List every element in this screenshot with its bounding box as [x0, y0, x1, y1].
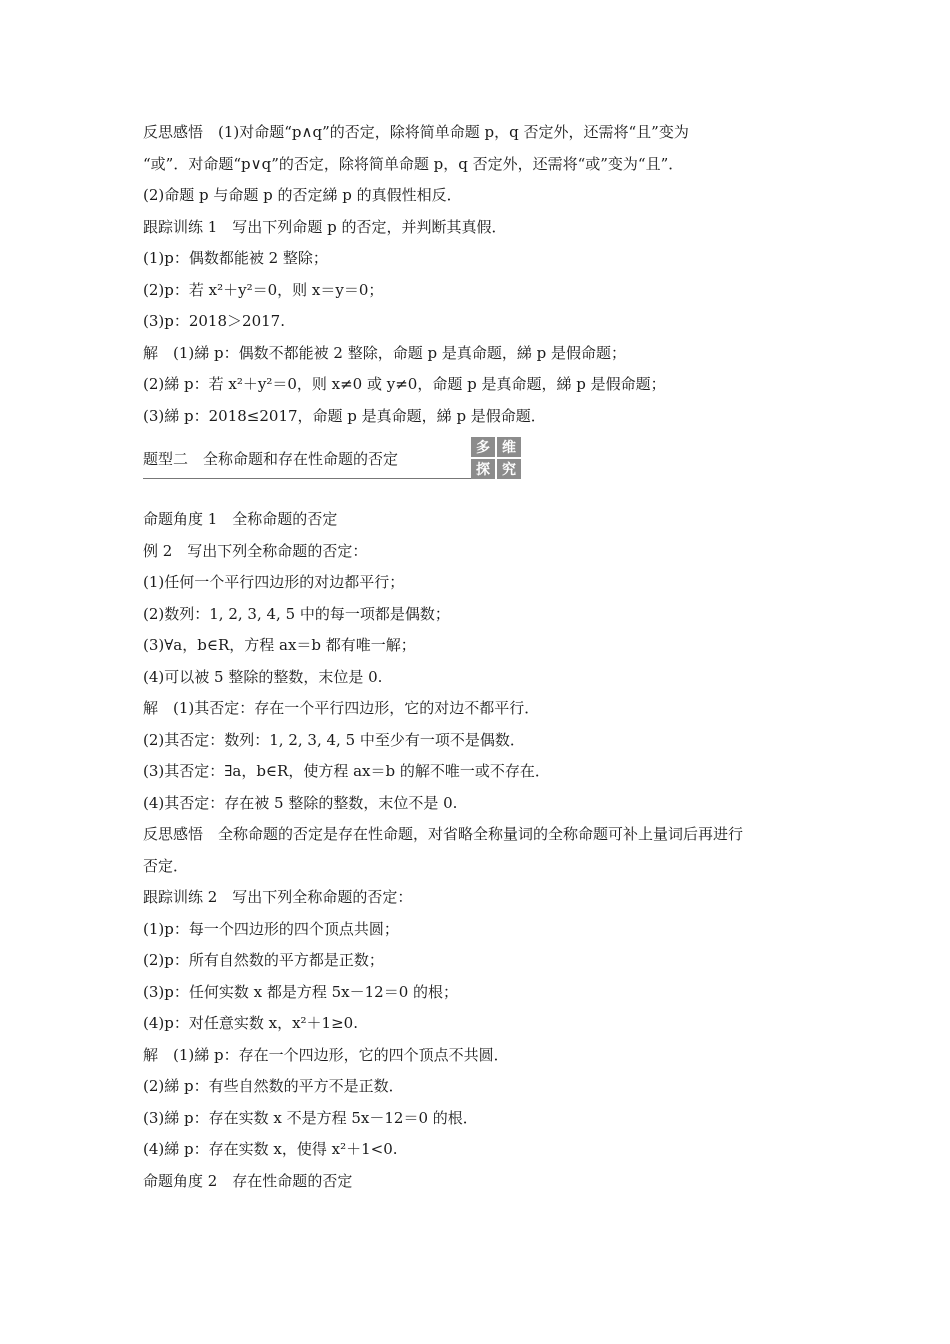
- text-line: (3)p：2018＞2017.: [143, 312, 285, 330]
- section-rule: [143, 478, 473, 479]
- text-line: (2)数列：1, 2, 3, 4, 5 中的每一项都是偶数；: [143, 604, 450, 623]
- section-header: [143, 437, 521, 479]
- document-page: [143, 122, 823, 1202]
- subheading: 命题角度 1 全称命题的否定: [143, 510, 338, 528]
- text-line: (1)p：每一个四边形的四个顶点共圆；: [143, 919, 399, 938]
- text-line: (1)任何一个平行四边形的对边都平行；: [143, 573, 405, 591]
- text-line: 解 (1)綈 p：存在一个四边形，它的四个顶点不共圆．: [143, 1045, 509, 1064]
- section-badge: [471, 437, 521, 479]
- text-line: 例 2 写出下列全称命题的否定：: [143, 541, 368, 560]
- text-line: (2)命题 p 与命题 p 的否定綈 p 的真假性相反．: [143, 186, 462, 204]
- text-line: (2)p：所有自然数的平方都是正数；: [143, 951, 384, 969]
- text-line: (1)p：偶数都能被 2 整除；: [143, 249, 328, 267]
- text-line: (4)p：对任意实数 x，x²＋1≥0.: [143, 1014, 358, 1032]
- text-line: (3)綈 p：2018≤2017，命题 p 是真命题，綈 p 是假命题．: [143, 406, 546, 425]
- text-block-bottom: [143, 509, 823, 1191]
- text-line: 跟踪训练 2 写出下列全称命题的否定：: [143, 888, 413, 906]
- badge-char: 探: [471, 459, 495, 479]
- text-line: (3)p：任何实数 x 都是方程 5x－12＝0 的根；: [143, 982, 459, 1001]
- text-line: (3)∀a，b∈R，方程 ax＝b 都有唯一解；: [143, 636, 416, 654]
- text-line: 跟踪训练 1 写出下列命题 p 的否定，并判断其真假．: [143, 217, 507, 236]
- text-line: 反思感悟 (1)对命题“p∧q”的否定，除将简单命题 p，q 否定外，还需将“且”变为: [143, 123, 689, 141]
- section-title: 题型二 全称命题和存在性命题的否定: [143, 450, 399, 468]
- text-line: “或”．对命题“p∨q”的否定，除将简单命题 p，q 否定外，还需将“或”变为“且”．: [143, 154, 684, 173]
- text-line: (4)可以被 5 整除的整数，末位是 0.: [143, 667, 383, 686]
- text-line: (3)綈 p：存在实数 x 不是方程 5x－12＝0 的根．: [143, 1108, 478, 1127]
- badge-char: 多: [471, 437, 495, 457]
- badge-char: 维: [497, 437, 521, 457]
- text-line: (2)綈 p：有些自然数的平方不是正数．: [143, 1077, 404, 1095]
- text-line: (2)其否定：数列：1, 2, 3, 4, 5 中至少有一项不是偶数．: [143, 730, 525, 749]
- badge-char: 究: [497, 459, 521, 479]
- text-line: (2)p：若 x²＋y²＝0，则 x＝y＝0；: [143, 280, 384, 299]
- text-line: 解 (1)其否定：存在一个平行四边形，它的对边不都平行．: [143, 699, 540, 717]
- text-line: 否定．: [143, 856, 189, 875]
- text-line: 解 (1)綈 p：偶数不都能被 2 整除，命题 p 是真命题，綈 p 是假命题；: [143, 343, 626, 362]
- text-line: (4)其否定：存在被 5 整除的整数，末位不是 0.: [143, 793, 458, 812]
- subheading: 命题角度 2 存在性命题的否定: [143, 1171, 353, 1190]
- text-line: (2)綈 p：若 x²＋y²＝0，则 x≠0 或 y≠0，命题 p 是真命题，綈 p 是假命题；: [143, 375, 666, 393]
- text-line: 反思感悟 全称命题的否定是存在性命题，对省略全称量词的全称命题可补上量词后再进行: [143, 825, 744, 843]
- text-line: (3)其否定：∃a，b∈R，使方程 ax＝b 的解不唯一或不存在．: [143, 762, 550, 780]
- text-block-top: [143, 122, 823, 426]
- text-line: (4)綈 p：存在实数 x，使得 x²＋1<0.: [143, 1140, 398, 1158]
